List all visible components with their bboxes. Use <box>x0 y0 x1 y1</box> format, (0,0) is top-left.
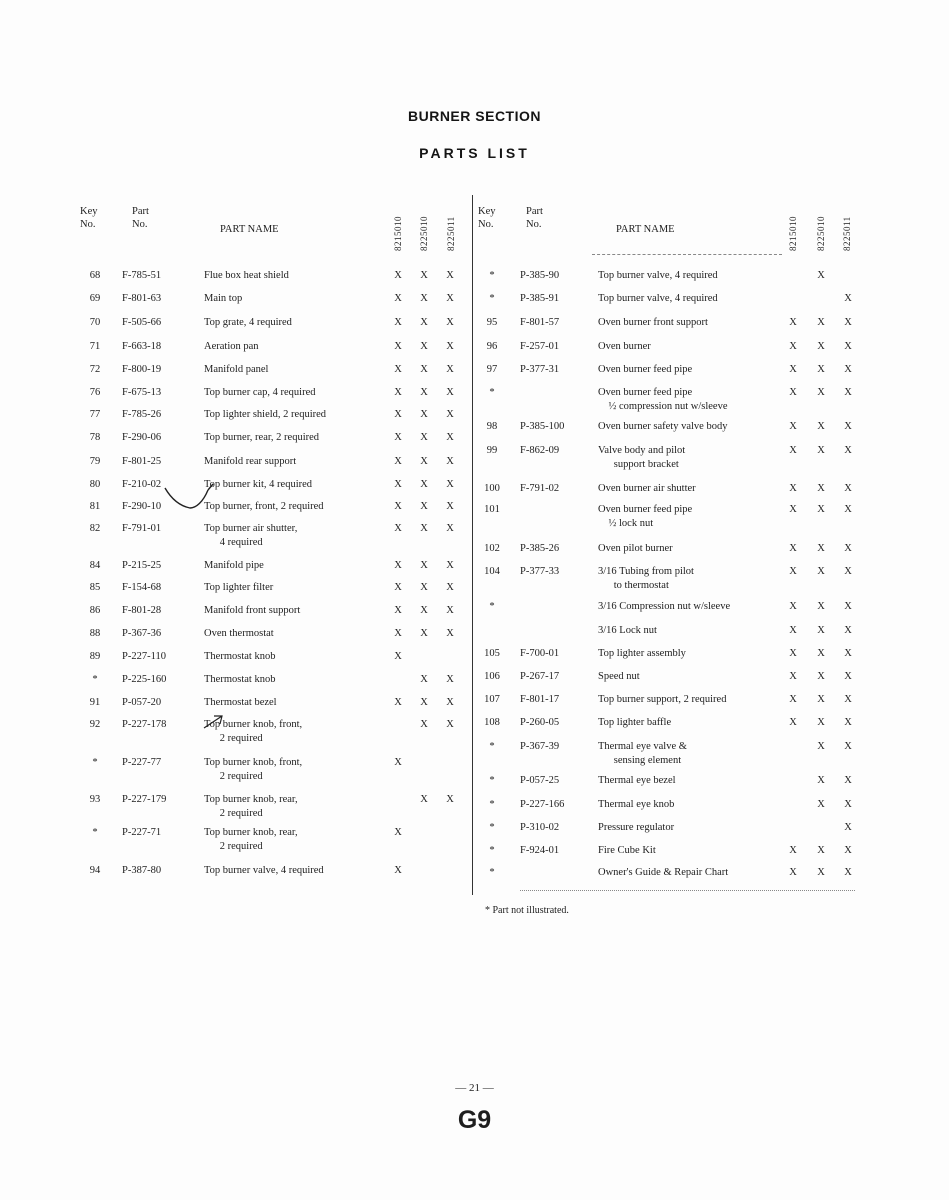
model-3-mark: X <box>446 317 454 328</box>
model-2-mark: X <box>817 601 825 612</box>
key-cell: 92 <box>89 719 101 730</box>
model-2-mark: X <box>420 523 428 534</box>
part-name-cell: Oven burner air shutter <box>598 483 696 494</box>
key-cell: * <box>489 799 495 810</box>
part-name-cell: Thermostat knob <box>204 651 276 662</box>
key-cell: 98 <box>486 421 498 432</box>
part-name-cell: Top burner knob, front, 2 required <box>204 757 303 782</box>
part-number-cell: P-385-100 <box>520 421 565 432</box>
part-number-cell: P-367-39 <box>520 741 560 752</box>
key-cell: * <box>489 775 495 786</box>
model-header-2: 8225010 <box>816 216 826 251</box>
model-2-mark: X <box>817 799 825 810</box>
part-number-cell: P-377-31 <box>520 364 560 375</box>
part-number-cell: P-387-80 <box>122 865 162 876</box>
model-header-1: 8215010 <box>788 216 798 251</box>
key-cell: 81 <box>89 501 101 512</box>
model-2-mark: X <box>420 270 428 281</box>
model-3-mark: X <box>446 501 454 512</box>
model-2-mark: X <box>817 421 825 432</box>
model-2-mark: X <box>420 719 428 730</box>
part-name-cell: Thermal eye bezel <box>598 775 676 786</box>
model-2-mark: X <box>420 456 428 467</box>
part-number-cell: P-227-178 <box>122 719 167 730</box>
model-2-mark: X <box>420 560 428 571</box>
key-cell: 71 <box>89 341 101 352</box>
model-3-mark: X <box>844 845 852 856</box>
part-name-cell: Oven burner feed pipe <box>598 364 693 375</box>
model-2-mark: X <box>817 717 825 728</box>
part-name-cell: 3/16 Tubing from pilot to thermostat <box>598 566 694 591</box>
part-name-cell: Thermostat knob <box>204 674 276 685</box>
model-3-mark: X <box>446 697 454 708</box>
part-number-cell: F-785-26 <box>122 409 162 420</box>
key-cell: 96 <box>486 341 498 352</box>
key-cell: 89 <box>89 651 101 662</box>
model-2-mark: X <box>817 543 825 554</box>
model-1-mark: X <box>789 867 797 878</box>
model-3-mark: X <box>844 293 852 304</box>
model-1-mark: X <box>394 364 402 375</box>
model-3-mark: X <box>844 483 852 494</box>
part-number-cell: F-801-57 <box>520 317 560 328</box>
model-2-mark: X <box>817 694 825 705</box>
model-1-mark: X <box>789 445 797 456</box>
model-3-mark: X <box>446 456 454 467</box>
model-2-mark: X <box>420 317 428 328</box>
key-cell: 99 <box>486 445 498 456</box>
model-2-mark: X <box>817 648 825 659</box>
part-name-cell: 3/16 Compression nut w/sleeve <box>598 601 731 612</box>
part-number-cell: P-377-33 <box>520 566 560 577</box>
part-number-cell: P-057-20 <box>122 697 162 708</box>
model-3-mark: X <box>844 543 852 554</box>
model-2-mark: X <box>817 270 825 281</box>
model-2-mark: X <box>817 504 825 515</box>
model-2-mark: X <box>817 845 825 856</box>
part-name-cell: Oven thermostat <box>204 628 274 639</box>
model-1-mark: X <box>394 270 402 281</box>
part-number-cell: P-215-25 <box>122 560 162 571</box>
parts-list-subtitle: PARTS LIST <box>419 145 530 161</box>
model-2-mark: X <box>420 697 428 708</box>
model-2-mark: X <box>817 867 825 878</box>
model-1-mark: X <box>789 717 797 728</box>
key-cell: * <box>489 822 495 833</box>
model-2-mark: X <box>420 674 428 685</box>
model-3-mark: X <box>446 270 454 281</box>
key-cell: * <box>489 387 495 398</box>
model-3-mark: X <box>844 341 852 352</box>
part-name-cell: Top burner knob, rear, 2 required <box>204 794 298 819</box>
part-name-cell: Top burner, rear, 2 required <box>204 432 320 443</box>
model-1-mark: X <box>394 387 402 398</box>
model-3-mark: X <box>844 741 852 752</box>
part-number-cell: P-227-71 <box>122 827 162 838</box>
part-name-cell: Top burner knob, front, 2 required <box>204 719 303 744</box>
part-name-cell: Top burner kit, 4 required <box>204 479 313 490</box>
model-1-mark: X <box>394 293 402 304</box>
part-name-cell: Oven burner safety valve body <box>598 421 728 432</box>
part-name-header: PART NAME <box>616 224 675 235</box>
key-cell: 107 <box>484 694 500 705</box>
model-1-mark: X <box>789 648 797 659</box>
model-header-1: 8215010 <box>393 216 403 251</box>
part-number-cell: F-290-10 <box>122 501 162 512</box>
part-number-cell: F-800-19 <box>122 364 162 375</box>
key-cell: * <box>92 827 98 838</box>
part-number-cell: P-260-05 <box>520 717 560 728</box>
part-number-cell: P-310-02 <box>520 822 560 833</box>
section-title: BURNER SECTION <box>407 108 541 124</box>
part-number-cell: F-801-63 <box>122 293 162 304</box>
part-name-cell: Oven burner front support <box>598 317 708 328</box>
part-name-cell: Aeration pan <box>204 341 259 352</box>
part-name-cell: Oven burner feed pipe ½ lock nut <box>598 504 693 529</box>
part-number-cell: F-801-17 <box>520 694 560 705</box>
model-1-mark: X <box>394 651 402 662</box>
part-name-cell: Thermal eye valve & sensing element <box>598 741 687 766</box>
part-name-cell: Top lighter assembly <box>598 648 686 659</box>
part-name-cell: Top burner valve, 4 required <box>204 865 324 876</box>
part-number-cell: F-791-01 <box>122 523 162 534</box>
key-cell: 79 <box>89 456 101 467</box>
part-number-cell: F-663-18 <box>122 341 162 352</box>
model-3-mark: X <box>844 387 852 398</box>
model-1-mark: X <box>394 560 402 571</box>
model-3-mark: X <box>446 674 454 685</box>
model-3-mark: X <box>844 694 852 705</box>
model-3-mark: X <box>844 317 852 328</box>
key-cell: 68 <box>89 270 101 281</box>
model-2-mark: X <box>817 671 825 682</box>
key-cell: 70 <box>89 317 101 328</box>
part-number-cell: F-862-09 <box>520 445 560 456</box>
model-3-mark: X <box>844 364 852 375</box>
model-3-mark: X <box>844 601 852 612</box>
key-cell: 95 <box>486 317 498 328</box>
key-cell: * <box>489 867 495 878</box>
model-3-mark: X <box>844 717 852 728</box>
model-1-mark: X <box>789 387 797 398</box>
model-3-mark: X <box>844 625 852 636</box>
part-name-cell: Thermal eye knob <box>598 799 675 810</box>
model-2-mark: X <box>817 341 825 352</box>
model-1-mark: X <box>789 566 797 577</box>
model-2-mark: X <box>420 479 428 490</box>
part-name-cell: Owner's Guide & Repair Chart <box>598 867 729 878</box>
key-cell: * <box>92 674 98 685</box>
part-number-cell: P-227-110 <box>122 651 166 662</box>
part-name-cell: Manifold panel <box>204 364 269 375</box>
part-name-cell: Top lighter filter <box>204 582 274 593</box>
key-cell: * <box>489 845 495 856</box>
part-number-cell: P-057-25 <box>520 775 560 786</box>
key-cell: 108 <box>484 717 500 728</box>
model-3-mark: X <box>844 799 852 810</box>
key-cell: 86 <box>89 605 101 616</box>
part-number-cell: F-785-51 <box>122 270 162 281</box>
model-3-mark: X <box>446 479 454 490</box>
model-1-mark: X <box>789 543 797 554</box>
key-cell: * <box>92 757 98 768</box>
part-name-cell: Oven burner <box>598 341 651 352</box>
model-1-mark: X <box>394 432 402 443</box>
model-1-mark: X <box>394 628 402 639</box>
key-cell: 88 <box>89 628 101 639</box>
part-number-cell: P-227-179 <box>122 794 167 805</box>
model-1-mark: X <box>789 364 797 375</box>
key-header: Key No. <box>80 206 98 230</box>
model-2-mark: X <box>817 625 825 636</box>
model-2-mark: X <box>817 483 825 494</box>
part-name-cell: Pressure regulator <box>598 822 675 833</box>
model-3-mark: X <box>446 293 454 304</box>
model-3-mark: X <box>844 504 852 515</box>
model-3-mark: X <box>844 671 852 682</box>
part-header: Part No. <box>526 206 543 230</box>
key-cell: 84 <box>89 560 101 571</box>
model-1-mark: X <box>394 456 402 467</box>
part-number-cell: F-154-68 <box>122 582 162 593</box>
model-3-mark: X <box>844 445 852 456</box>
part-name-cell: Flue box heat shield <box>204 270 289 281</box>
key-cell: 105 <box>484 648 500 659</box>
model-1-mark: X <box>789 341 797 352</box>
model-header-3: 8225011 <box>842 216 852 251</box>
model-1-mark: X <box>394 582 402 593</box>
model-1-mark: X <box>394 827 402 838</box>
model-2-mark: X <box>420 293 428 304</box>
part-header: Part No. <box>132 206 149 230</box>
model-1-mark: X <box>789 694 797 705</box>
part-number-cell: F-257-01 <box>520 341 560 352</box>
part-number-cell: F-801-25 <box>122 456 162 467</box>
part-name-cell: Top burner valve, 4 required <box>598 293 718 304</box>
model-3-mark: X <box>446 605 454 616</box>
model-1-mark: X <box>394 501 402 512</box>
model-3-mark: X <box>844 421 852 432</box>
model-2-mark: X <box>420 341 428 352</box>
part-number-cell: P-227-77 <box>122 757 162 768</box>
model-1-mark: X <box>789 317 797 328</box>
key-cell: 76 <box>89 387 101 398</box>
key-cell: 77 <box>89 409 101 420</box>
model-2-mark: X <box>817 364 825 375</box>
model-header-3: 8225011 <box>446 216 456 251</box>
key-cell: 106 <box>484 671 500 682</box>
part-number-cell: F-924-01 <box>520 845 560 856</box>
model-2-mark: X <box>420 605 428 616</box>
part-number-cell: F-210-02 <box>122 479 162 490</box>
model-3-mark: X <box>844 775 852 786</box>
part-name-cell: Top burner cap, 4 required <box>204 387 316 398</box>
part-name-cell: 3/16 Lock nut <box>598 625 657 636</box>
model-3-mark: X <box>446 341 454 352</box>
model-3-mark: X <box>446 523 454 534</box>
part-number-cell: P-385-90 <box>520 270 560 281</box>
model-3-mark: X <box>446 432 454 443</box>
key-cell: 80 <box>89 479 101 490</box>
key-cell: 100 <box>484 483 500 494</box>
model-1-mark: X <box>789 504 797 515</box>
part-number-cell: F-791-02 <box>520 483 560 494</box>
model-1-mark: X <box>394 317 402 328</box>
model-2-mark: X <box>817 387 825 398</box>
part-name-cell: Top burner, front, 2 required <box>204 501 324 512</box>
model-1-mark: X <box>789 625 797 636</box>
model-3-mark: X <box>446 794 454 805</box>
part-name-cell: Manifold pipe <box>204 560 264 571</box>
model-3-mark: X <box>446 409 454 420</box>
key-header: Key No. <box>478 206 496 230</box>
key-cell: * <box>489 601 495 612</box>
key-cell: * <box>489 293 495 304</box>
model-2-mark: X <box>420 409 428 420</box>
part-name-cell: Manifold rear support <box>204 456 297 467</box>
model-2-mark: X <box>420 794 428 805</box>
part-number-cell: P-385-91 <box>520 293 560 304</box>
key-cell: 93 <box>89 794 101 805</box>
part-name-cell: Thermostat bezel <box>204 697 277 708</box>
part-number-cell: F-675-13 <box>122 387 162 398</box>
key-cell: 91 <box>89 697 101 708</box>
part-number-cell: P-227-166 <box>520 799 565 810</box>
model-1-mark: X <box>789 483 797 494</box>
model-1-mark: X <box>394 605 402 616</box>
model-1-mark: X <box>394 697 402 708</box>
key-cell: 78 <box>89 432 101 443</box>
part-number-cell: P-267-17 <box>520 671 560 682</box>
part-name-cell: Main top <box>204 293 243 304</box>
model-2-mark: X <box>420 501 428 512</box>
model-2-mark: X <box>817 775 825 786</box>
model-3-mark: X <box>446 582 454 593</box>
model-2-mark: X <box>420 387 428 398</box>
part-name-cell: Top burner knob, rear, 2 required <box>204 827 298 852</box>
part-name-cell: Speed nut <box>598 671 640 682</box>
key-cell: 69 <box>89 293 101 304</box>
page-number: — 21 — <box>455 1082 494 1094</box>
model-2-mark: X <box>817 445 825 456</box>
model-1-mark: X <box>394 479 402 490</box>
footnote: * Part not illustrated. <box>485 905 569 916</box>
key-cell: 72 <box>89 364 101 375</box>
part-number-cell: P-367-36 <box>122 628 162 639</box>
part-number-cell: F-290-06 <box>122 432 162 443</box>
model-1-mark: X <box>789 601 797 612</box>
part-number-cell: P-225-160 <box>122 674 167 685</box>
part-number-cell: P-385-26 <box>520 543 560 554</box>
model-3-mark: X <box>844 822 852 833</box>
key-cell: 85 <box>89 582 101 593</box>
key-cell: * <box>489 741 495 752</box>
part-name-cell: Top lighter shield, 2 required <box>204 409 327 420</box>
model-2-mark: X <box>817 741 825 752</box>
model-1-mark: X <box>789 421 797 432</box>
part-name-cell: Fire Cube Kit <box>598 845 656 856</box>
part-name-cell: Top lighter baffle <box>598 717 672 728</box>
model-3-mark: X <box>446 387 454 398</box>
key-cell: 104 <box>484 566 500 577</box>
model-3-mark: X <box>446 560 454 571</box>
model-3-mark: X <box>844 648 852 659</box>
key-cell: 102 <box>484 543 500 554</box>
model-2-mark: X <box>420 432 428 443</box>
key-cell: 101 <box>484 504 500 515</box>
model-2-mark: X <box>420 582 428 593</box>
model-2-mark: X <box>817 566 825 577</box>
model-1-mark: X <box>394 341 402 352</box>
model-2-mark: X <box>817 317 825 328</box>
model-1-mark: X <box>394 409 402 420</box>
part-number-cell: F-505-66 <box>122 317 162 328</box>
model-header-2: 8225010 <box>419 216 429 251</box>
part-number-cell: F-700-01 <box>520 648 560 659</box>
part-name-cell: Manifold front support <box>204 605 301 616</box>
part-number-cell: F-801-28 <box>122 605 162 616</box>
model-3-mark: X <box>446 364 454 375</box>
model-3-mark: X <box>446 719 454 730</box>
page-stamp: G9 <box>457 1106 492 1134</box>
key-cell: 94 <box>89 865 101 876</box>
model-2-mark: X <box>420 628 428 639</box>
part-name-cell: Oven burner feed pipe ½ compression nut w/sleeve <box>598 387 728 412</box>
model-2-mark: X <box>420 364 428 375</box>
key-cell: 97 <box>486 364 498 375</box>
part-name-cell: Oven pilot burner <box>598 543 673 554</box>
model-1-mark: X <box>789 845 797 856</box>
part-name-cell: Top grate, 4 required <box>204 317 292 328</box>
model-3-mark: X <box>844 566 852 577</box>
model-1-mark: X <box>394 523 402 534</box>
part-name-cell: Top burner valve, 4 required <box>598 270 718 281</box>
model-1-mark: X <box>394 865 402 876</box>
part-name-cell: Top burner support, 2 required <box>598 694 727 705</box>
model-1-mark: X <box>394 757 402 768</box>
part-name-cell: Valve body and pilot support bracket <box>598 445 686 470</box>
part-name-cell: Top burner air shutter, 4 required <box>204 523 298 548</box>
model-3-mark: X <box>844 867 852 878</box>
model-1-mark: X <box>789 671 797 682</box>
key-cell: * <box>489 270 495 281</box>
part-name-header: PART NAME <box>220 224 279 235</box>
model-3-mark: X <box>446 628 454 639</box>
key-cell: 82 <box>89 523 101 534</box>
